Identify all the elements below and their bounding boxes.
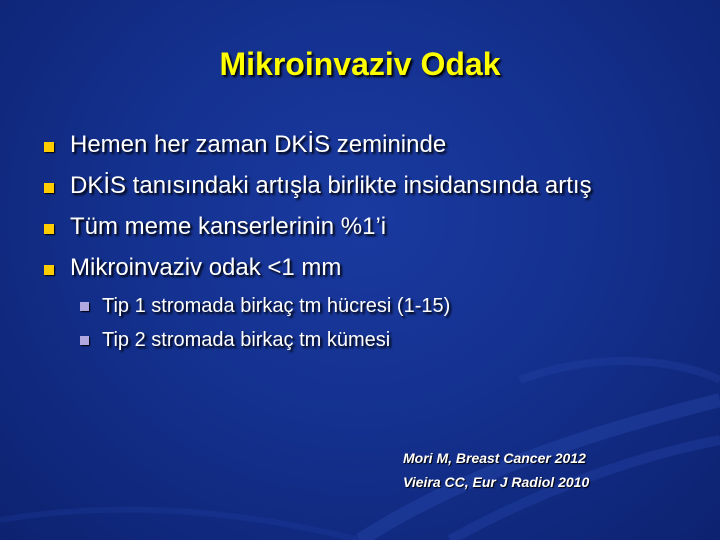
bullet-item <box>40 169 680 202</box>
bullet-text: Tüm meme kanserlerinin %1’i <box>70 213 387 240</box>
sub-bullet-text: Tip 2 stromada birkaç tm kümesi <box>102 329 391 351</box>
square-bullet-icon <box>44 142 54 152</box>
reference-line: Vieira CC, Eur J Radiol 2010 <box>403 474 590 490</box>
square-bullet-icon <box>44 183 54 193</box>
square-sub-bullet-icon <box>80 336 89 345</box>
slide-title: Mikroinvaziv Odak <box>219 46 501 82</box>
bullet-item <box>40 210 680 243</box>
reference-line: Mori M, Breast Cancer 2012 <box>403 450 586 466</box>
square-bullet-icon <box>44 265 54 275</box>
square-sub-bullet-icon <box>80 302 89 311</box>
sub-bullet-item <box>40 326 680 354</box>
sub-bullet-item <box>40 292 680 320</box>
bullet-text: Mikroinvaziv odak <1 mm <box>70 254 342 281</box>
bullet-list <box>40 128 680 360</box>
square-bullet-icon <box>44 224 54 234</box>
bullet-item <box>40 251 680 284</box>
bullet-item <box>40 128 680 161</box>
bullet-text: Hemen her zaman DKİS zemininde <box>70 131 447 158</box>
bullet-text: DKİS tanısındaki artışla birlikte insidansında artış <box>70 172 592 199</box>
sub-bullet-text: Tip 1 stromada birkaç tm hücresi (1-15) <box>102 295 451 317</box>
references <box>403 446 589 494</box>
